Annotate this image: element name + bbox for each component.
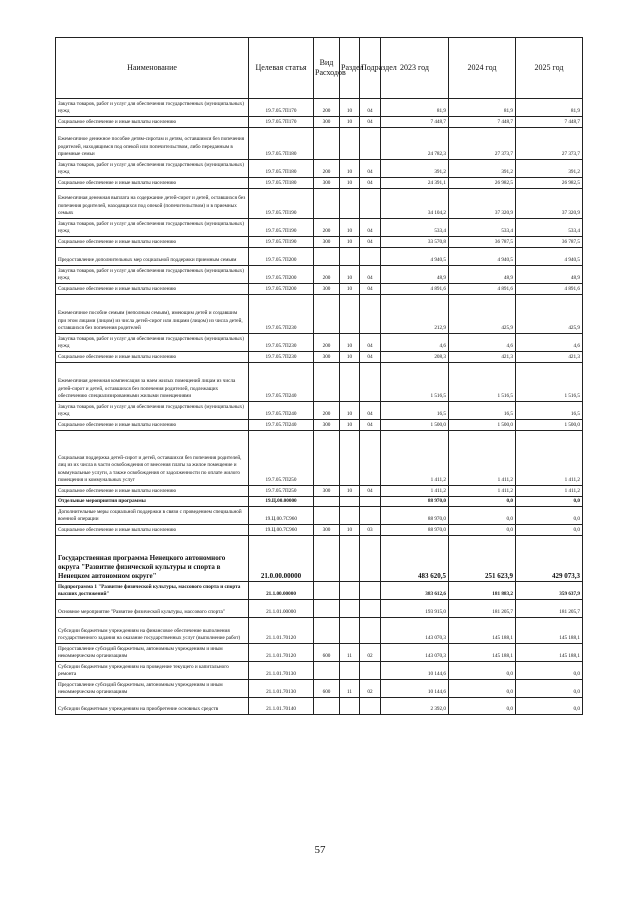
cell-2025: 1 411,2	[516, 486, 583, 497]
table-row	[56, 582, 583, 600]
cell-article: 21.1.00.00000	[249, 582, 314, 600]
cell-2025: 421,3	[516, 352, 583, 363]
cell-expense-type	[314, 698, 340, 715]
cell-article: 19.7.05.7П240	[249, 363, 314, 402]
cell-name: Закупка товаров, работ и услуг для обеспечения государственных (муниципальных) нужд	[56, 334, 249, 352]
cell-subsection	[360, 431, 381, 486]
table-header-row	[56, 38, 583, 99]
cell-section	[340, 189, 360, 219]
cell-2025: 1 500,0	[516, 420, 583, 431]
cell-2024: 7 448,7	[449, 117, 516, 128]
cell-2023: 4,6	[381, 334, 449, 352]
cell-section: 11	[340, 644, 360, 662]
cell-section: 10	[340, 525, 360, 536]
cell-2024: 37 320,9	[449, 189, 516, 219]
cell-section: 10	[340, 420, 360, 431]
table-row	[56, 431, 583, 486]
cell-2024: 0,0	[449, 662, 516, 680]
table-row	[56, 219, 583, 237]
cell-subsection	[360, 536, 381, 582]
cell-article: 19.7.05.7П230	[249, 334, 314, 352]
cell-2023: 193 915,0	[381, 600, 449, 618]
cell-article: 19.Ц.00.00000	[249, 497, 314, 507]
cell-name: Социальное обеспечение и иные выплаты населению	[56, 237, 249, 248]
table-row	[56, 128, 583, 160]
cell-subsection	[360, 363, 381, 402]
cell-subsection	[360, 600, 381, 618]
cell-2023: 88 970,0	[381, 525, 449, 536]
cell-name: Субсидии бюджетным учреждениям на приобретение основных средств	[56, 698, 249, 715]
cell-name: Социальное обеспечение и иные выплаты населению	[56, 178, 249, 189]
cell-2025: 0,0	[516, 662, 583, 680]
cell-name: Предоставление субсидий бюджетным, автономным учреждениям и иным некоммерческим организациям	[56, 644, 249, 662]
cell-2023: 81,9	[381, 99, 449, 117]
cell-2025: 7 448,7	[516, 117, 583, 128]
cell-name: Социальное обеспечение и иные выплаты населению	[56, 284, 249, 295]
budget-table	[55, 37, 583, 715]
cell-subsection	[360, 582, 381, 600]
cell-subsection: 04	[360, 420, 381, 431]
cell-subsection: 04	[360, 117, 381, 128]
cell-2025: 181 205,7	[516, 600, 583, 618]
cell-expense-type	[314, 536, 340, 582]
cell-2024: 4 940,5	[449, 248, 516, 266]
cell-section	[340, 662, 360, 680]
cell-2023: 10 144,6	[381, 662, 449, 680]
cell-expense-type	[314, 497, 340, 507]
cell-expense-type: 200	[314, 219, 340, 237]
cell-2025: 4,6	[516, 334, 583, 352]
cell-article: 19.7.05.7П170	[249, 99, 314, 117]
cell-expense-type	[314, 618, 340, 644]
header-year-2025: 2025 год	[516, 38, 583, 99]
cell-2023: 88 970,0	[381, 497, 449, 507]
cell-section	[340, 497, 360, 507]
cell-section	[340, 698, 360, 715]
cell-subsection	[360, 618, 381, 644]
cell-section	[340, 618, 360, 644]
header-subsection: Подраздел	[360, 38, 381, 99]
cell-2025: 533,4	[516, 219, 583, 237]
cell-2023: 16,5	[381, 402, 449, 420]
cell-2024: 181 883,2	[449, 582, 516, 600]
cell-2025: 36 787,5	[516, 237, 583, 248]
cell-2024: 1 411,2	[449, 431, 516, 486]
table-row	[56, 117, 583, 128]
cell-section: 10	[340, 352, 360, 363]
cell-expense-type	[314, 507, 340, 525]
table-row	[56, 618, 583, 644]
header-expense-type: Вид Расходов	[314, 38, 340, 99]
cell-expense-type	[314, 600, 340, 618]
cell-article: 19.7.05.7П180	[249, 178, 314, 189]
cell-2023: 1 411,2	[381, 431, 449, 486]
cell-section: 10	[340, 160, 360, 178]
table-row	[56, 486, 583, 497]
cell-subsection	[360, 248, 381, 266]
cell-2023: 2 392,0	[381, 698, 449, 715]
cell-section	[340, 536, 360, 582]
cell-name: Социальная поддержка детей-сирот и детей, оставшихся без попечения родителей, лиц из их числа в части освобождения от внесения платы за жилое помещение и коммунальные услуги, а также освобождения от задолженности по оплате жилого помещения и коммунальных услуг	[56, 431, 249, 486]
cell-name: Закупка товаров, работ и услуг для обеспечения государственных (муниципальных) нужд	[56, 402, 249, 420]
cell-article: 21.1.01.70130	[249, 680, 314, 698]
cell-section: 10	[340, 334, 360, 352]
cell-article: 19.7.05.7П180	[249, 160, 314, 178]
cell-2024: 81,9	[449, 99, 516, 117]
cell-2024: 0,0	[449, 680, 516, 698]
cell-expense-type: 300	[314, 237, 340, 248]
cell-article: 21.1.01.00000	[249, 600, 314, 618]
cell-2024: 181 205,7	[449, 600, 516, 618]
cell-section	[340, 128, 360, 160]
cell-2024: 0,0	[449, 507, 516, 525]
table-row	[56, 334, 583, 352]
cell-2023: 88 970,0	[381, 507, 449, 525]
cell-2024: 0,0	[449, 698, 516, 715]
cell-2023: 24 391,1	[381, 178, 449, 189]
cell-expense-type: 200	[314, 99, 340, 117]
cell-expense-type: 200	[314, 402, 340, 420]
table-row	[56, 237, 583, 248]
cell-2023: 4 940,5	[381, 248, 449, 266]
cell-article: 19.7.05.7П190	[249, 237, 314, 248]
page-number: 57	[314, 844, 326, 856]
cell-name: Закупка товаров, работ и услуг для обеспечения государственных (муниципальных) нужд	[56, 99, 249, 117]
table-row	[56, 525, 583, 536]
cell-subsection: 02	[360, 644, 381, 662]
cell-2024: 145 188,1	[449, 618, 516, 644]
cell-2025: 145 188,1	[516, 618, 583, 644]
cell-subsection: 02	[360, 680, 381, 698]
cell-2025: 0,0	[516, 507, 583, 525]
cell-subsection: 03	[360, 525, 381, 536]
cell-section: 10	[340, 219, 360, 237]
cell-expense-type	[314, 431, 340, 486]
cell-2023: 4 891,6	[381, 284, 449, 295]
cell-article: 19.7.05.7П230	[249, 352, 314, 363]
cell-2025: 0,0	[516, 497, 583, 507]
cell-name: Социальное обеспечение и иные выплаты населению	[56, 486, 249, 497]
cell-name: Социальное обеспечение и иные выплаты населению	[56, 117, 249, 128]
cell-2025: 0,0	[516, 698, 583, 715]
cell-subsection	[360, 128, 381, 160]
cell-article: 19.7.05.7П250	[249, 431, 314, 486]
cell-section: 10	[340, 237, 360, 248]
cell-name: Социальное обеспечение и иные выплаты населению	[56, 352, 249, 363]
cell-2023: 1 500,0	[381, 420, 449, 431]
cell-name: Ежемесячное денежное пособие детям-сиротам и детям, оставшимся без попечения родителей, находящимся под опекой или попечительством, либо переданным в приемные семьи	[56, 128, 249, 160]
cell-2025: 1 411,2	[516, 431, 583, 486]
cell-section	[340, 248, 360, 266]
cell-2025: 1 516,5	[516, 363, 583, 402]
cell-2023: 24 782,3	[381, 128, 449, 160]
cell-section	[340, 363, 360, 402]
cell-2025: 145 188,1	[516, 644, 583, 662]
cell-name: Ежемесячная денежная компенсация за наем жилых помещений лицам из числа детей-сирот и детей, оставшихся без попечения родителей, подлежащих обеспечению специализированными жилыми помещениями	[56, 363, 249, 402]
cell-expense-type	[314, 363, 340, 402]
table-row	[56, 644, 583, 662]
cell-subsection: 04	[360, 237, 381, 248]
cell-expense-type: 300	[314, 178, 340, 189]
cell-article: 19.7.05.7П250	[249, 486, 314, 497]
cell-expense-type: 300	[314, 525, 340, 536]
cell-2025: 37 320,9	[516, 189, 583, 219]
cell-expense-type: 200	[314, 160, 340, 178]
cell-article: 21.1.01.70120	[249, 618, 314, 644]
cell-expense-type: 600	[314, 644, 340, 662]
table-row	[56, 363, 583, 402]
cell-2023: 391,2	[381, 160, 449, 178]
cell-name: Основное мероприятие "Развитие физической культуры, массового спорта"	[56, 600, 249, 618]
cell-subsection	[360, 698, 381, 715]
cell-name: Отдельные мероприятия программы	[56, 497, 249, 507]
table-row	[56, 680, 583, 698]
cell-expense-type: 300	[314, 352, 340, 363]
cell-2024: 145 188,1	[449, 644, 516, 662]
cell-2023: 143 070,3	[381, 644, 449, 662]
cell-section	[340, 295, 360, 334]
cell-2025: 0,0	[516, 525, 583, 536]
cell-2023: 10 144,6	[381, 680, 449, 698]
cell-subsection: 04	[360, 486, 381, 497]
cell-section	[340, 582, 360, 600]
cell-2024: 4,6	[449, 334, 516, 352]
cell-name: Дополнительные меры социальной поддержки в связи с проведением специальной военной операции	[56, 507, 249, 525]
cell-article: 19.Ц.00.7С960	[249, 507, 314, 525]
cell-subsection: 04	[360, 219, 381, 237]
cell-subsection: 04	[360, 352, 381, 363]
cell-2023: 208,3	[381, 352, 449, 363]
cell-section: 10	[340, 266, 360, 284]
cell-expense-type	[314, 295, 340, 334]
cell-section: 10	[340, 117, 360, 128]
cell-name: Закупка товаров, работ и услуг для обеспечения государственных (муниципальных) нужд	[56, 160, 249, 178]
cell-2023: 383 612,6	[381, 582, 449, 600]
cell-2024: 1 411,2	[449, 486, 516, 497]
cell-article: 19.7.05.7П180	[249, 128, 314, 160]
cell-2024: 533,4	[449, 219, 516, 237]
cell-subsection: 04	[360, 266, 381, 284]
cell-subsection: 04	[360, 178, 381, 189]
cell-expense-type	[314, 582, 340, 600]
cell-2023: 33 570,8	[381, 237, 449, 248]
header-year-2024: 2024 год	[449, 38, 516, 99]
header-article: Целевая статья	[249, 38, 314, 99]
cell-section: 10	[340, 99, 360, 117]
cell-name: Субсидии бюджетным учреждениям на проведение текущего и капитального ремонта	[56, 662, 249, 680]
cell-article: 21.0.00.00000	[249, 536, 314, 582]
cell-2023: 533,4	[381, 219, 449, 237]
cell-2024: 1 516,5	[449, 363, 516, 402]
cell-2024: 16,5	[449, 402, 516, 420]
cell-2025: 4 891,6	[516, 284, 583, 295]
table-row	[56, 402, 583, 420]
table-row	[56, 352, 583, 363]
cell-expense-type: 200	[314, 266, 340, 284]
cell-expense-type: 300	[314, 117, 340, 128]
cell-name: Подпрограмма 1 "Развитие физической культуры, массового спорта и спорта высших достижений"	[56, 582, 249, 600]
cell-article: 19.7.05.7П200	[249, 284, 314, 295]
cell-subsection: 04	[360, 334, 381, 352]
cell-2025: 359 637,9	[516, 582, 583, 600]
cell-section: 10	[340, 402, 360, 420]
cell-expense-type: 200	[314, 334, 340, 352]
table-row	[56, 284, 583, 295]
cell-2024: 421,3	[449, 352, 516, 363]
cell-2025: 26 982,5	[516, 178, 583, 189]
cell-2024: 27 373,7	[449, 128, 516, 160]
cell-subsection: 04	[360, 99, 381, 117]
cell-section	[340, 431, 360, 486]
header-name: Наименование	[56, 38, 249, 99]
cell-2025: 0,0	[516, 680, 583, 698]
cell-subsection	[360, 497, 381, 507]
cell-name: Социальное обеспечение и иные выплаты населению	[56, 525, 249, 536]
cell-2023: 143 070,3	[381, 618, 449, 644]
cell-2024: 48,9	[449, 266, 516, 284]
header-year-2023: 2023 год	[381, 38, 449, 99]
cell-2023: 7 448,7	[381, 117, 449, 128]
cell-2024: 36 787,5	[449, 237, 516, 248]
cell-2025: 425,9	[516, 295, 583, 334]
cell-section: 10	[340, 284, 360, 295]
table-row	[56, 99, 583, 117]
cell-name: Ежемесячное пособие семьям (неполным семьям), имеющим детей и создавшим при этом лицами (лицом) из числа детей-сирот или лицами (лицом) из числа детей, оставшихся без попечения родителей	[56, 295, 249, 334]
cell-article: 21.1.01.70130	[249, 662, 314, 680]
table-row	[56, 189, 583, 219]
table-row	[56, 662, 583, 680]
cell-name: Государственная программа Ненецкого автономного округа "Развитие физической культуры и спорта в Ненецком автономном округе"	[56, 536, 249, 582]
table-body	[56, 99, 583, 715]
cell-article: 21.1.01.70120	[249, 644, 314, 662]
table-row	[56, 698, 583, 715]
cell-2024: 26 982,5	[449, 178, 516, 189]
cell-2023: 48,9	[381, 266, 449, 284]
cell-2024: 0,0	[449, 497, 516, 507]
cell-2025: 27 373,7	[516, 128, 583, 160]
table-row	[56, 536, 583, 582]
cell-2023: 212,9	[381, 295, 449, 334]
cell-subsection	[360, 189, 381, 219]
header-section: Раздел	[340, 38, 360, 99]
cell-section	[340, 507, 360, 525]
cell-expense-type	[314, 128, 340, 160]
cell-subsection	[360, 507, 381, 525]
table-row	[56, 420, 583, 431]
cell-2025: 4 940,5	[516, 248, 583, 266]
cell-article: 19.7.05.7П240	[249, 420, 314, 431]
cell-2023: 1 516,5	[381, 363, 449, 402]
cell-name: Ежемесячная денежная выплата на содержание детей-сирот и детей, оставшихся без попечения родителей, находящихся под опекой (попечительством) и в приемных семьях	[56, 189, 249, 219]
cell-article: 19.7.05.7П190	[249, 219, 314, 237]
cell-expense-type	[314, 189, 340, 219]
cell-section: 11	[340, 680, 360, 698]
cell-article: 19.7.05.7П200	[249, 248, 314, 266]
cell-2025: 81,9	[516, 99, 583, 117]
cell-name: Закупка товаров, работ и услуг для обеспечения государственных (муниципальных) нужд	[56, 219, 249, 237]
cell-article: 19.Ц.00.7С960	[249, 525, 314, 536]
table-row	[56, 178, 583, 189]
cell-2024: 1 500,0	[449, 420, 516, 431]
cell-expense-type	[314, 248, 340, 266]
table-row	[56, 497, 583, 507]
cell-article: 19.7.05.7П200	[249, 266, 314, 284]
cell-2023: 483 620,5	[381, 536, 449, 582]
cell-2024: 251 623,9	[449, 536, 516, 582]
cell-section	[340, 600, 360, 618]
cell-expense-type: 600	[314, 680, 340, 698]
cell-subsection: 04	[360, 160, 381, 178]
cell-subsection	[360, 662, 381, 680]
cell-expense-type: 300	[314, 420, 340, 431]
cell-subsection	[360, 295, 381, 334]
cell-name: Предоставление субсидий бюджетным, автономным учреждениям и иным некоммерческим организациям	[56, 680, 249, 698]
cell-2024: 425,9	[449, 295, 516, 334]
cell-article: 21.1.01.70140	[249, 698, 314, 715]
table-row	[56, 160, 583, 178]
cell-section: 10	[340, 178, 360, 189]
cell-2023: 1 411,2	[381, 486, 449, 497]
table-row	[56, 266, 583, 284]
table-row	[56, 600, 583, 618]
cell-2024: 4 891,6	[449, 284, 516, 295]
cell-article: 19.7.05.7П240	[249, 402, 314, 420]
cell-subsection: 04	[360, 402, 381, 420]
cell-article: 19.7.05.7П190	[249, 189, 314, 219]
cell-name: Закупка товаров, работ и услуг для обеспечения государственных (муниципальных) нужд	[56, 266, 249, 284]
cell-2025: 391,2	[516, 160, 583, 178]
table-row	[56, 295, 583, 334]
cell-2025: 48,9	[516, 266, 583, 284]
cell-subsection: 04	[360, 284, 381, 295]
cell-name: Субсидии бюджетным учреждениям на финансовое обеспечение выполнения государственного задания на оказание государственных услуг (выполнение работ)	[56, 618, 249, 644]
cell-2025: 429 073,3	[516, 536, 583, 582]
cell-article: 19.7.05.7П230	[249, 295, 314, 334]
cell-expense-type: 300	[314, 284, 340, 295]
cell-section: 10	[340, 486, 360, 497]
cell-name: Предоставление дополнительных мер социальной поддержки приемным семьям	[56, 248, 249, 266]
cell-article: 19.7.05.7П170	[249, 117, 314, 128]
cell-name: Социальное обеспечение и иные выплаты населению	[56, 420, 249, 431]
table-row	[56, 507, 583, 525]
cell-2024: 391,2	[449, 160, 516, 178]
cell-expense-type: 300	[314, 486, 340, 497]
cell-expense-type	[314, 662, 340, 680]
cell-2024: 0,0	[449, 525, 516, 536]
table-row	[56, 248, 583, 266]
cell-2023: 34 104,2	[381, 189, 449, 219]
cell-2025: 16,5	[516, 402, 583, 420]
